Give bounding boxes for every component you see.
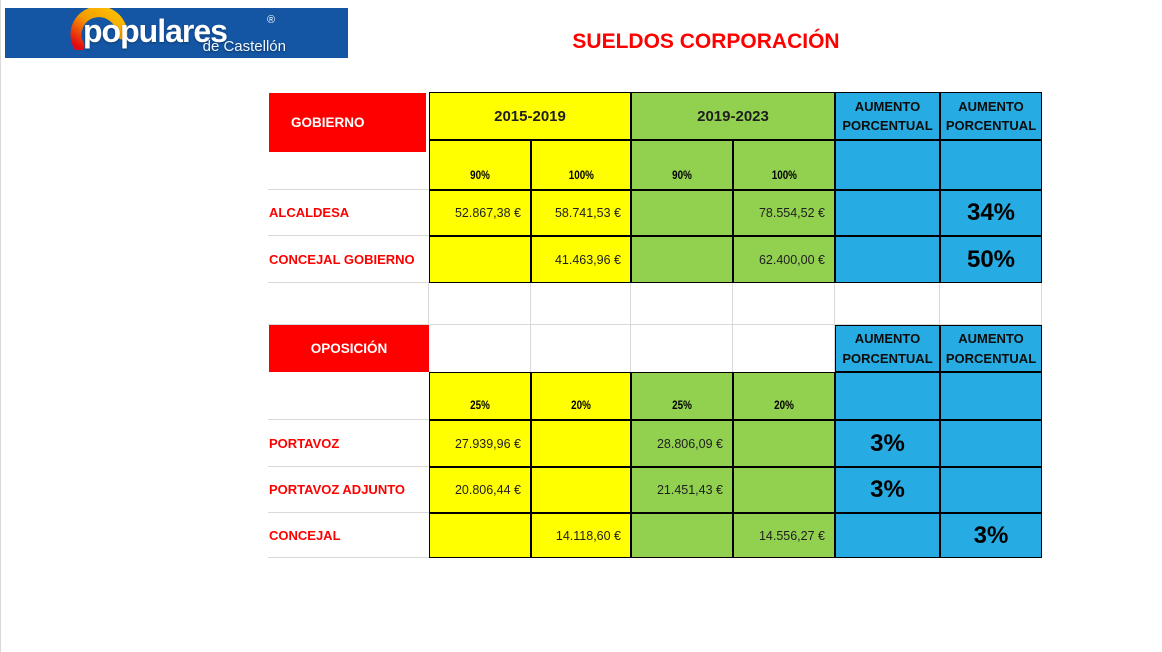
empty-cell (733, 283, 835, 325)
row-label-concejal-gobierno: CONCEJAL GOBIERNO (268, 236, 429, 283)
value-cell (429, 236, 531, 283)
pct-text: 90% (672, 168, 692, 182)
value-cell (429, 513, 531, 558)
empty-blue-cell (835, 140, 940, 190)
increase-cell (835, 513, 940, 558)
header-aumento-3: AUMENTO PORCENTUAL (835, 325, 940, 372)
value-cell (531, 467, 631, 513)
increase-cell: 3% (835, 420, 940, 467)
registered-mark-icon: ® (267, 14, 276, 26)
populares-logo (5, 8, 348, 58)
empty-cell (268, 283, 429, 325)
increase-cell: 3% (940, 513, 1042, 558)
empty-cell (835, 283, 940, 325)
value-cell: 28.806,09 € (631, 420, 733, 467)
header-period-2015-2019: 2015-2019 (429, 92, 631, 140)
increase-cell: 50% (940, 236, 1042, 283)
row-label-concejal: CONCEJAL (268, 513, 429, 558)
value-cell (531, 420, 631, 467)
value-cell (631, 190, 733, 236)
value-cell: 41.463,96 € (531, 236, 631, 283)
logo-brand-text: populares (83, 13, 227, 49)
empty-cell (531, 325, 631, 372)
increase-cell: 34% (940, 190, 1042, 236)
empty-blue-cell (940, 140, 1042, 190)
value-cell: 27.939,96 € (429, 420, 531, 467)
subheader-100 (531, 140, 631, 190)
increase-cell (940, 467, 1042, 513)
value-cell (733, 467, 835, 513)
pct-text: 90% (470, 168, 490, 182)
value-cell: 58.741,53 € (531, 190, 631, 236)
subheader-20 (733, 372, 835, 420)
empty-cell (531, 283, 631, 325)
empty-cell (631, 325, 733, 372)
subheader-25 (631, 372, 733, 420)
header-period-2019-2023: 2019-2023 (631, 92, 835, 140)
pct-text: 100% (771, 168, 797, 182)
section-header-oposicion: OPOSICIÓN (269, 325, 429, 372)
header-aumento-2: AUMENTO PORCENTUAL (940, 92, 1042, 140)
pct-text: 25% (470, 398, 490, 412)
value-cell: 78.554,52 € (733, 190, 835, 236)
value-cell: 62.400,00 € (733, 236, 835, 283)
logo-subtitle: de Castellón (202, 38, 286, 55)
subheader-100 (733, 140, 835, 190)
row-label-portavoz-adjunto: PORTAVOZ ADJUNTO (268, 467, 429, 513)
increase-cell (835, 236, 940, 283)
section-header-gobierno: GOBIERNO (269, 93, 426, 152)
header-aumento-4: AUMENTO PORCENTUAL (940, 325, 1042, 372)
empty-blue-cell (940, 372, 1042, 420)
subheader-25 (429, 372, 531, 420)
increase-cell: 3% (835, 467, 940, 513)
page-title: SUELDOS CORPORACIÓN (572, 30, 840, 53)
value-cell (733, 420, 835, 467)
empty-cell (429, 325, 531, 372)
increase-cell (835, 190, 940, 236)
value-cell: 21.451,43 € (631, 467, 733, 513)
increase-cell (940, 420, 1042, 467)
empty-blue-cell (835, 372, 940, 420)
empty-cell (940, 283, 1042, 325)
value-cell: 14.556,27 € (733, 513, 835, 558)
value-cell (631, 513, 733, 558)
label-cell (268, 372, 429, 420)
value-cell: 14.118,60 € (531, 513, 631, 558)
empty-cell (429, 283, 531, 325)
empty-cell (733, 325, 835, 372)
row-label-portavoz: PORTAVOZ (268, 420, 429, 467)
subheader-90 (631, 140, 733, 190)
pct-text: 20% (774, 398, 794, 412)
empty-cell (631, 283, 733, 325)
subheader-90 (429, 140, 531, 190)
salary-table (268, 92, 1042, 558)
value-cell: 52.867,38 € (429, 190, 531, 236)
header-aumento-1: AUMENTO PORCENTUAL (835, 92, 940, 140)
value-cell: 20.806,44 € (429, 467, 531, 513)
subheader-20 (531, 372, 631, 420)
pct-text: 25% (672, 398, 692, 412)
pct-text: 100% (568, 168, 594, 182)
pct-text: 20% (571, 398, 591, 412)
row-label-alcaldesa: ALCALDESA (268, 190, 429, 236)
value-cell (631, 236, 733, 283)
